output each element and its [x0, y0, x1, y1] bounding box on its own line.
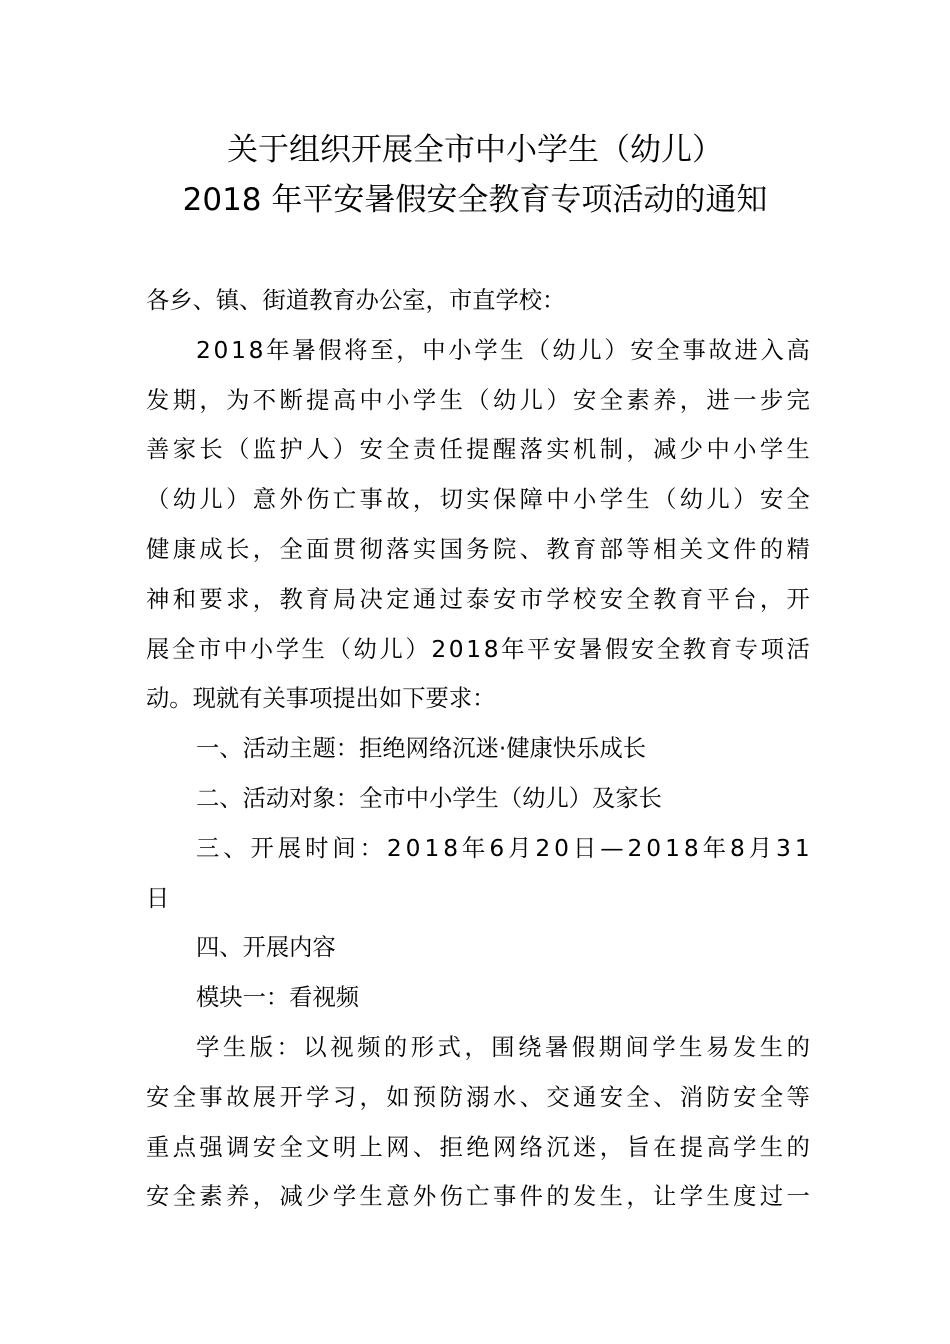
item-activity-target: 二、活动对象：全市中小学生（幼儿）及家长	[196, 784, 662, 812]
paragraph-1-line: （ 幼 儿 ） 意 外 伤 亡 事 故 ， 切 实 保 障 中 小 学 生 （ 幼 儿 ） 安 全	[146, 486, 810, 514]
paragraph-1-line: 发 期 ， 为 不 断 提 高 中 小 学 生 （ 幼 儿 ） 安 全 素 养 ， 进 一 步 完	[146, 386, 810, 414]
item-activity-time: 三 、 开 展 时 间 ： 2 0 1 8 年 6 月 2 0 日 — 2 0 1 8 年 8 月 3 1	[196, 834, 810, 862]
student-version-line: 安 全 素 养 ， 减 少 学 生 意 外 伤 亡 事 件 的 发 生 ， 让 学 生 度 过 一	[146, 1183, 810, 1211]
salutation: 各乡、镇、街道教育办公室，市直学校：	[146, 287, 566, 314]
paragraph-1-line: 健 康 成 长 ， 全 面 贯 彻 落 实 国 务 院 、 教 育 部 等 相 关 文 件 的 精	[146, 535, 810, 563]
item-activity-time-continued: 日	[146, 884, 170, 912]
student-version-line: 安 全 事 故 展 开 学 习 ， 如 预 防 溺 水 、 交 通 安 全 、 消 防 安 全 等	[146, 1083, 810, 1111]
paragraph-1-line: 神 和 要 求 ， 教 育 局 决 定 通 过 泰 安 市 学 校 安 全 教 育 平 台 ， 开	[146, 585, 810, 613]
paragraph-1-line: 动。现就有关事项提出如下要求：	[146, 685, 496, 713]
document-title-line-1: 关于组织开展全市中小学生（幼儿）	[227, 132, 723, 168]
item-activity-theme: 一、活动主题：拒绝网络沉迷·健康快乐成长	[196, 735, 647, 763]
module-1-heading: 模块一：看视频	[196, 984, 360, 1012]
student-version-line: 学 生 版 ： 以 视 频 的 形 式 ， 围 绕 暑 假 期 间 学 生 易 发 生 的	[196, 1033, 810, 1061]
paragraph-1-line: 展 全 市 中 小 学 生 （ 幼 儿 ） 2 0 1 8 年 平 安 暑 假 安 全 教 育 专 项 活	[146, 635, 810, 663]
document-title-line-2: 2018 年平安暑假安全教育专项活动的通知	[182, 182, 768, 218]
document-body	[146, 276, 810, 1222]
paragraph-1-line: 2 0 1 8 年 暑 假 将 至 ， 中 小 学 生 （ 幼 儿 ） 安 全 事 故 进 入 高	[196, 336, 810, 364]
item-activity-content: 四、开展内容	[196, 934, 336, 962]
student-version-line: 重 点 强 调 安 全 文 明 上 网 、 拒 绝 网 络 沉 迷 ， 旨 在 提 高 学 生 的	[146, 1133, 810, 1161]
paragraph-1-line: 善 家 长 （ 监 护 人 ） 安 全 责 任 提 醒 落 实 机 制 ， 减 少 中 小 学 生	[146, 436, 810, 464]
